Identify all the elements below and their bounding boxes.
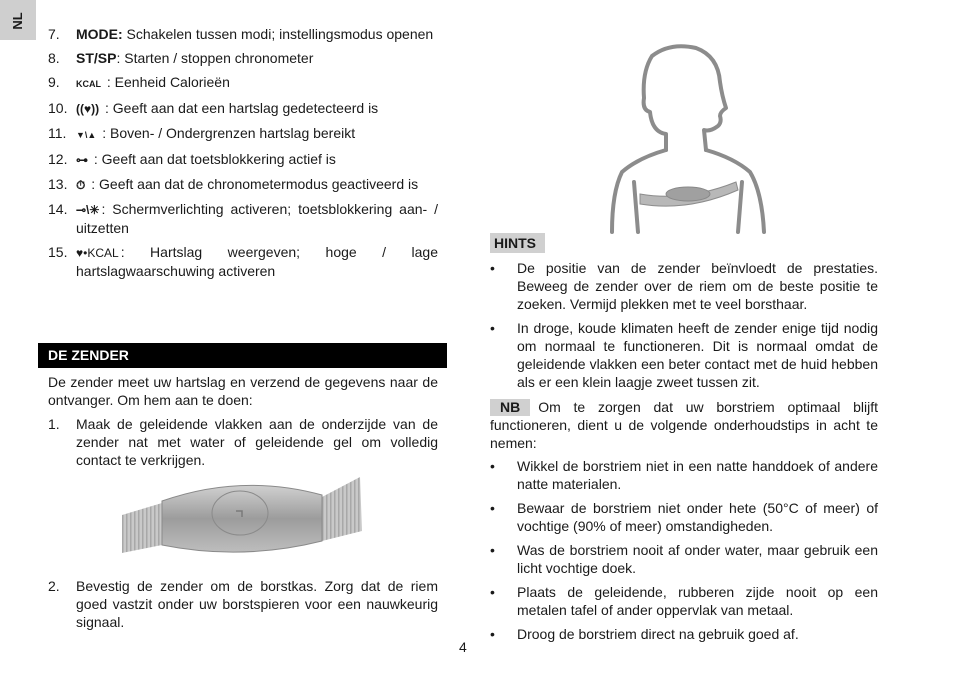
care-text: Wikkel de borstriem niet in een natte handdoek of andere natte materialen. (517, 458, 878, 492)
step-number: 2. (48, 578, 60, 594)
item-number: 14. (48, 201, 68, 217)
hint-text: De positie van de zender beïnvloedt de prestaties. Beweeg de zender over de riem om de beste positie te zoeken. Vermijd plekken met te veel borsthaar. (517, 260, 878, 312)
language-tab-label: NL (10, 12, 25, 30)
item-text: : Starten / stoppen chronometer (116, 50, 314, 66)
item-text: : Geeft aan dat toetsblokkering actief is (90, 151, 336, 167)
list-item (490, 625, 878, 643)
item-term: MODE: (76, 26, 123, 42)
hint-text: In droge, koude klimaten heeft de zender enige tijd nodig om normaal te functioneren. Dit is normaal omdat de geleidende vlakken een beter contact met de huid hebben als er een klein laagje zweet tussen zit. (517, 320, 878, 390)
nb-label: NB (490, 399, 530, 416)
care-text: Plaats de geleidende, rubberen zijde nooit op een metalen tafel of ander oppervlak van metaal. (517, 584, 878, 618)
stopwatch-icon: ⏱ (76, 178, 86, 192)
item-text: : Schermverlichting activeren; toetsblokkering aan- / uitzetten (76, 201, 438, 236)
list-item (48, 243, 438, 280)
care-list (490, 457, 878, 649)
item-text: Schakelen tussen modi; instellingsmodus openen (122, 26, 434, 42)
heart-kcal-icon: ♥•KCAL (76, 246, 119, 260)
list-item (490, 457, 878, 493)
list-item (490, 541, 878, 577)
item-text: : Hartslag weergeven; hoge / lage hartslagwaarschuwing activeren (76, 244, 438, 279)
person-with-chest-strap-image (608, 42, 768, 237)
item-text: : Eenheid Calorieën (103, 74, 230, 90)
kcal-icon: KCAL (76, 79, 101, 89)
page-number: 4 (459, 639, 467, 655)
key-lock-icon: ⊶ (76, 153, 88, 167)
item-number: 9. (48, 74, 60, 90)
limit-arrows-icon: ▼\▲ (76, 130, 97, 140)
list-item (490, 319, 878, 391)
item-text: : Boven- / Ondergrenzen hartslag bereikt (98, 125, 356, 141)
section-intro: De zender meet uw hartslag en verzend de gegevens naar de ontvanger. Om hem aan te doen: (48, 374, 438, 408)
step-number: 1. (48, 416, 60, 432)
list-item (490, 259, 878, 313)
list-item (48, 150, 438, 169)
hints-label: HINTS (490, 233, 545, 253)
step-item (48, 415, 438, 469)
care-text: Droog de borstriem direct na gebruik goed af. (517, 626, 799, 642)
hints-list (490, 259, 878, 397)
bullet-icon: • (490, 626, 495, 642)
nb-text: Om te zorgen dat uw borstriem optimaal blijft functioneren, dient u de volgende onderhoudstips in acht te nemen: (490, 399, 878, 451)
list-item (48, 25, 438, 43)
list-item (490, 583, 878, 619)
item-number: 13. (48, 176, 68, 192)
item-number: 7. (48, 26, 60, 42)
backlight-key-icon: ⊸\✳ (76, 203, 100, 217)
item-number: 11. (48, 125, 67, 141)
bullet-icon: • (490, 260, 495, 276)
bullet-icon: • (490, 458, 495, 474)
list-item (48, 200, 438, 237)
heartbeat-icon: ((♥)) (76, 102, 100, 116)
list-item (48, 73, 438, 93)
language-tab (0, 0, 36, 40)
section-title: DE ZENDER (38, 343, 447, 368)
bullet-icon: • (490, 584, 495, 600)
item-text: : Geeft aan dat de chronometermodus geactiveerd is (87, 176, 419, 192)
feature-list (48, 25, 438, 286)
item-number: 15. (48, 244, 68, 260)
bullet-icon: • (490, 542, 495, 558)
step-text: Maak de geleidende vlakken aan de onderzijde van de zender nat met water of geleidende gel om volledig contact te verkrijgen. (76, 416, 438, 468)
bullet-icon: • (490, 320, 495, 336)
list-item (490, 499, 878, 535)
item-text: : Geeft aan dat een hartslag gedetecteerd is (101, 100, 379, 116)
item-number: 12. (48, 151, 68, 167)
list-item (48, 49, 438, 67)
nb-paragraph (490, 398, 878, 452)
list-item (48, 124, 438, 144)
item-term: ST/SP (76, 50, 117, 66)
list-item (48, 99, 438, 118)
item-number: 10. (48, 100, 68, 116)
list-item (48, 175, 438, 194)
item-number: 8. (48, 50, 60, 66)
transmitter-belt-image (122, 475, 362, 557)
care-text: Was de borstriem nooit af onder water, maar gebruik een licht vochtige doek. (517, 542, 878, 576)
step-item (48, 577, 438, 631)
care-text: Bewaar de borstriem niet onder hete (50°C of meer) of vochtige (90% of meer) omstandigheden. (517, 500, 878, 534)
step-text: Bevestig de zender om de borstkas. Zorg dat de riem goed vastzit onder uw borstspieren voor een nauwkeurig signaal. (76, 578, 438, 630)
bullet-icon: • (490, 500, 495, 516)
